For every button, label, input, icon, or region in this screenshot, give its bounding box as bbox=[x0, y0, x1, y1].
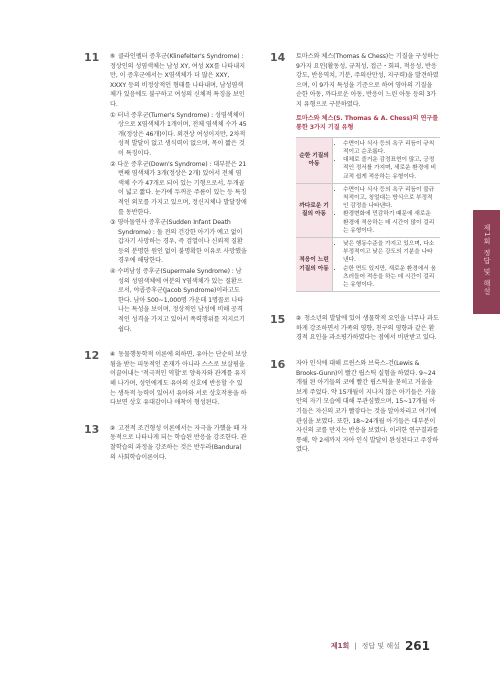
temperament-desc bbox=[333, 183, 441, 237]
footer-chapter: 제1회 bbox=[330, 642, 350, 650]
answer-explanation bbox=[110, 424, 247, 462]
temperament-table bbox=[296, 137, 440, 292]
answer-marker: ④ bbox=[110, 351, 116, 359]
footer-separator: | bbox=[354, 642, 357, 650]
question-15 bbox=[270, 314, 440, 343]
answer-explanation bbox=[110, 350, 247, 408]
footer-label: 정답 및 해설 bbox=[361, 642, 400, 650]
answer-marker: ⑤ bbox=[110, 53, 116, 60]
table-row bbox=[296, 237, 440, 291]
answer-explanation bbox=[296, 52, 440, 292]
page-number: 261 bbox=[404, 639, 430, 653]
explanation-line: ④ 수퍼남성 증후군(Supermale Syndrome) : 남성의 성염색체에 여분의 Y염색체가 있는 질환으로서, 야콥증후군(Jacob Syndrome)이라고도 한다. 남아 500~1,000명 가운데 1명꼴로 나타나는 특성을 보이며, 정상적인 남성에 비해 공격적인 성격을 가지고 있어서 폭력행위를 저지르기 쉽다. bbox=[110, 268, 245, 333]
right-column bbox=[270, 52, 440, 463]
explanation-line: 토마스와 체스(Thomas & Chess)는 기질을 구성하는 9가지 요인(활동성, 규칙성, 접근・회피, 적응성, 반응강도, 반응역치, 기분, 주의산만성, 지구력)을 발견하였으며, 이 9가지 특성을 기준으로 하여 영아의 기질을 순한 아동, 까다로운 아동, 반응이 느린 아동 등의 3가지 유형으로 구분하였다. bbox=[296, 53, 439, 108]
question-number: 11 bbox=[84, 51, 100, 64]
question-number: 14 bbox=[270, 51, 286, 64]
explanation-line: ③ 영아돌연사 증후군(Sudden Infant Death Syndrome) : 돌 전의 건강한 아기가 예고 없이 갑자기 사망하는 경우, 즉 검열이나 신뢰적 질환 등의 분명한 원인 없이 불명확한 이유로 사망했을 경우에 해당한다. bbox=[110, 219, 247, 265]
question-number: 12 bbox=[84, 349, 100, 363]
list-item: • 환경변화에 민감하기 때문에 새로운 환경에 적응하는 데 시간이 많이 걸리는 유형이다. bbox=[343, 210, 437, 235]
left-column bbox=[84, 52, 247, 470]
question-16 bbox=[270, 359, 440, 455]
table-row bbox=[296, 183, 440, 237]
explanation-line: 자아 인식에 대해 르윈스와 브룩스-건(Lewis & Brooks-Gunn)이 빨간 립스틱 실험을 하였다. 9~24개월 된 아기들의 코에 빨간 립스틱을 묻히고 거울을 보게 주었다. 약 15개월이 지나지 않은 아기들은 거울 안의 자기 모습에 대해 무관심했으며, 15~17개월 아기들은 자신의 코가 빨갛다는 것을 알아차리고 여기에 관심을 보였다. 또한, 18~24개월 아기들은 대부분이 자신의 코를 만지는 반응을 보였다. 이러한 연구결과를 통해, 약 2세까지 자아 인식 발달이 완성된다고 주장하였다. bbox=[296, 359, 439, 454]
explanation-line: ② 고전적 조건형성 이론에서는 자극을 가했을 때 자동적으로 나타나게 되는 학습된 반응을 강조한다. 관찰학습의 과정을 강조하는 것은 반두라(Bandura)의 사회학습이론이다. bbox=[110, 424, 247, 461]
answer-explanation bbox=[110, 52, 247, 334]
question-11 bbox=[84, 52, 247, 334]
explanation-line: ② 다운 증후군(Down's Syndrome) : 대부분은 21번째 염색체가 3개(정상은 2개) 있어서 전체 염색체 수가 47개로 되어 있는 기형으로서, 두개골이 넓고 짧다. 눈가에 두꺼운 주름이 있는 등 특징적인 외모를 가지고 있으며, 정신지체나 발달장애를 동반한다. bbox=[110, 160, 247, 216]
question-13 bbox=[84, 424, 247, 462]
temperament-type: 까다로운 기질의 아동 bbox=[296, 183, 333, 237]
highlight-heading: 토마스와 체스(S. Thomas & A. Chess)의 연구를 통한 3가지 기질 유형 bbox=[296, 114, 439, 132]
list-item: • 수면이나 식사 등의 욕구 리듬이 규칙적이고 순조롭다. bbox=[343, 140, 437, 156]
list-item: • 낮은 행동수준을 가지고 있으며, 다소 부정적이고 낮은 강도의 기분을 나타낸다. bbox=[343, 240, 437, 265]
temperament-type: 순한 기질의 아동 bbox=[296, 137, 333, 183]
temperament-desc bbox=[333, 237, 441, 291]
question-14 bbox=[270, 52, 440, 292]
question-number: 15 bbox=[270, 313, 286, 327]
answer-marker: ② bbox=[296, 315, 302, 323]
list-item: • 대체로 즐거운 감정표현이 많고, 긍정적인 정서를 가지며, 새로운 환경에 비교적 쉽게 적응하는 유형이다. bbox=[343, 156, 437, 181]
question-12 bbox=[84, 350, 247, 408]
explanation-line: ⑤ 클라인펠터 증후군(Klinefelter's Syndrome) : 정상인의 성염색체는 남성 XY, 여성 XX를 나타내지만, 이 증후군에서는 X염색체가 더 많은 XXY, XXXY 등의 비정상적인 형태를 나타내며, 남성염색체가 있음에도 불구하고 여성의 신체적 특징을 보인다. bbox=[110, 53, 245, 108]
list-item: • 수면이나 식사 등의 욕구 리듬이 불규칙적이고, 칭얼대는 방식으로 부정적인 감정을 나타낸다. bbox=[343, 186, 437, 211]
section-side-tab bbox=[473, 210, 500, 314]
question-number: 13 bbox=[84, 422, 100, 436]
answer-marker: ② bbox=[110, 424, 116, 432]
page-footer bbox=[331, 639, 430, 653]
answer-explanation bbox=[296, 314, 440, 343]
explanation-line: ② 청소년의 발달에 있어 생물학적 요인을 너무나 과도하게 강조하면서 가족의 영향, 친구의 영향과 같은 환경적 요인을 과소평가하였다는 점에서 비판받고 있다. bbox=[296, 315, 439, 342]
table-row bbox=[296, 137, 440, 183]
question-number: 16 bbox=[270, 357, 286, 371]
side-tab-label: 제1회 정답 및 해설 bbox=[483, 224, 491, 296]
temperament-desc bbox=[333, 137, 441, 183]
answer-explanation bbox=[296, 359, 440, 455]
explanation-line: ① 터너 증후군(Turner's Syndrome) : 성염색체이상으로 X염색체가 1개이며, 전체 염색체 수가 45개(정상은 46개)이다. 외견상 여성이지만, 2차적 성적 발달이 없고 생식력이 없으며, 목이 짧은 것이 특징이다. bbox=[110, 111, 247, 157]
explanation-line: ④ 동물행동학적 이론에 의하면, 유아는 단순히 보상됨을 받는 피동적인 존재가 아니라 스스로 보살핌을 이끌어내는 '적극적인 역할'로 양육자와 관계를 유지해 나가며, 성인에게도 유아의 신호에 반응할 수 있는 생득적 능력이 있어서 유아와 서로 상호작용을 하다보면 상호 유대감이나 애착이 형성된다. bbox=[110, 351, 247, 407]
temperament-type: 적응이 느린 기질의 아동 bbox=[296, 237, 333, 291]
list-item: • 순한 면도 있지만, 새로운 환경에서 움츠러들어 적응을 하는 데 시간이 걸리는 유형이다. bbox=[343, 265, 437, 290]
